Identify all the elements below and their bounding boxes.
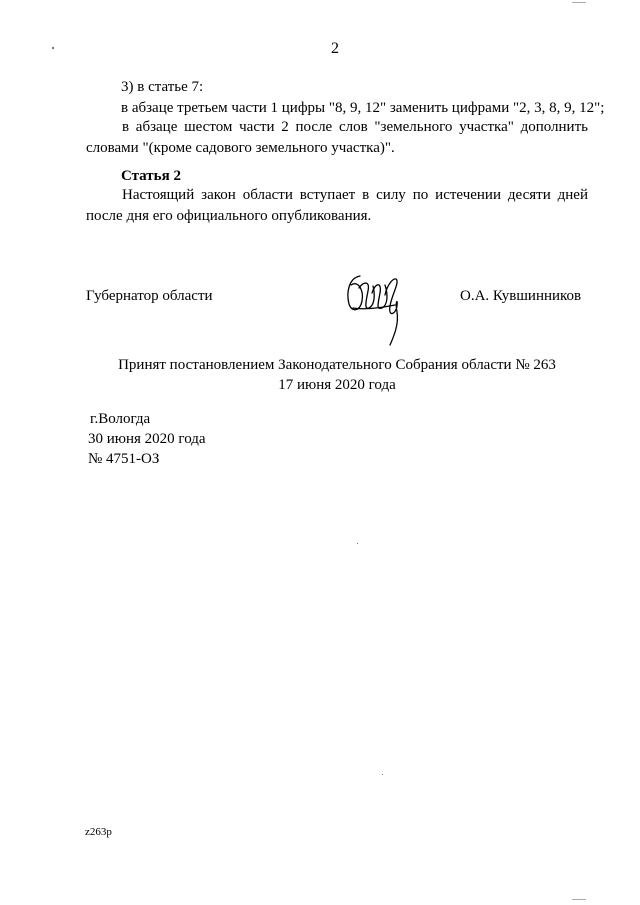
signatory-name: О.А. Кувшинников [460, 288, 582, 304]
scan-speck [52, 47, 54, 49]
signatory-position: Губернатор области [86, 288, 213, 304]
page-number: 2 [331, 40, 339, 57]
scan-speck [382, 774, 383, 775]
article-2-text-b: после дня его официального опубликования. [86, 208, 372, 224]
article-2-heading: Статья 2 [121, 168, 181, 184]
article-2-text-a: Настоящий закон области вступает в силу по истечении десяти дней [122, 187, 588, 203]
adoption-note-line-2: 17 июня 2020 года [278, 377, 396, 393]
handwritten-signature [340, 268, 410, 348]
amendment-line-1: в абзаце третьем части 1 цифры "8, 9, 12" заменить цифрами "2, 3, 8, 9, 12"; [121, 100, 605, 116]
adoption-note-line-1: Принят постановлением Законодательного Собрания области № 263 [118, 357, 556, 373]
amendment-line-2b: словами "(кроме садового земельного участка)". [86, 140, 395, 156]
amendment-item-heading: 3) в статье 7: [121, 79, 204, 95]
amendment-line-2a: в абзаце шестом части 2 после слов "земельного участка" дополнить [122, 119, 588, 135]
law-number: № 4751-ОЗ [88, 451, 160, 467]
place-city: г.Вологда [90, 411, 151, 427]
scan-speck [572, 2, 586, 3]
footer-code: z263p [85, 826, 112, 838]
scan-speck [572, 899, 586, 900]
place-date: 30 июня 2020 года [88, 431, 206, 447]
scan-speck [357, 543, 358, 544]
